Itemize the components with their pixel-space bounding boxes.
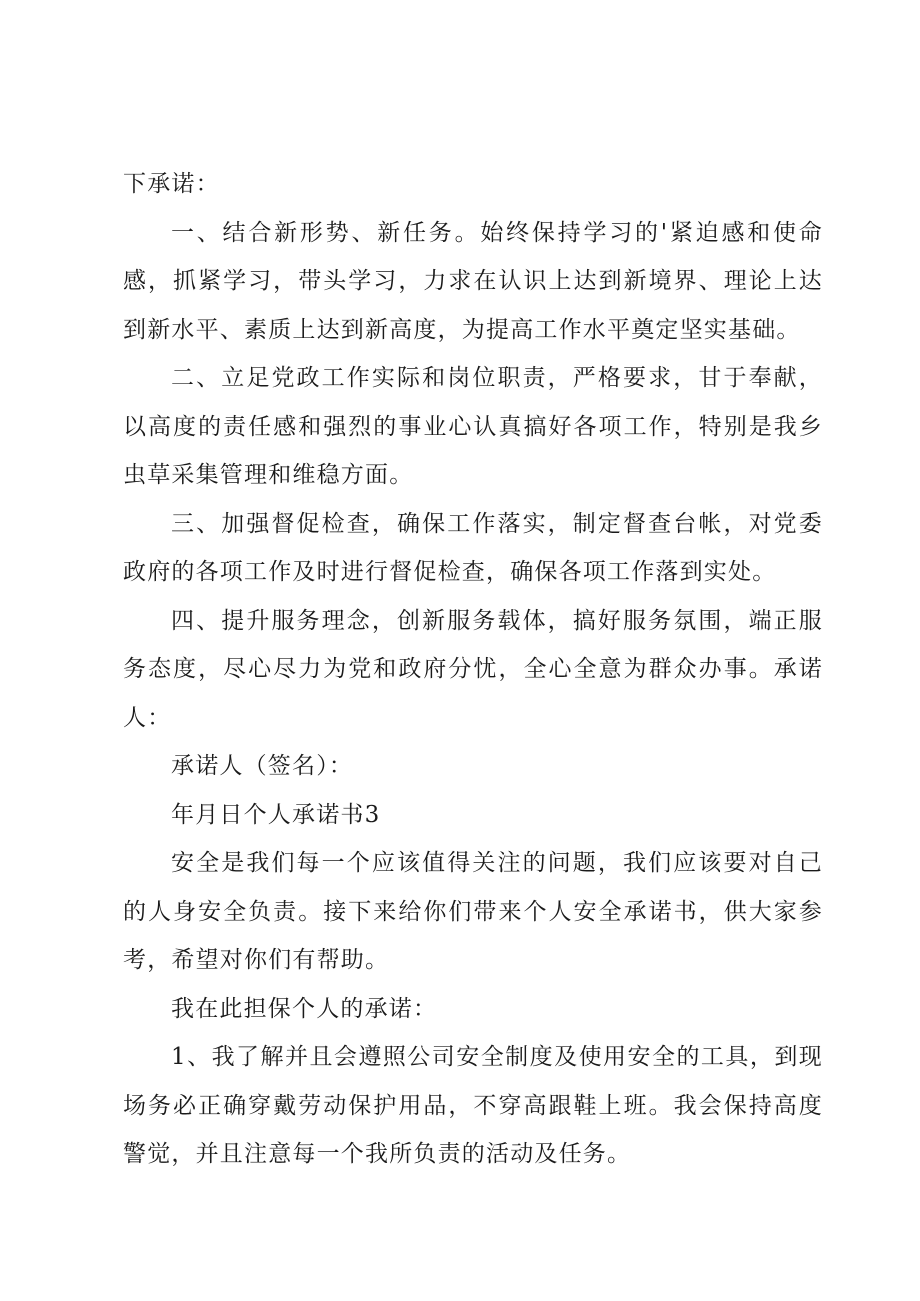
document-body: [123, 160, 823, 1179]
paragraph-item-4: 四、提升服务理念，创新服务载体，搞好服务氛围，端正服务态度，尽心尽力为党和政府分忧，全心全意为群众办事。承诺人：: [123, 607, 823, 731]
paragraph-item-3: 三、加强督促检查，确保工作落实，制定督查台帐，对党委政府的各项工作及时进行督促检查，确保各项工作落到实处。: [123, 510, 823, 585]
date-and-heading: 年月日个人承诺书3: [171, 801, 381, 828]
paragraph-intro: 下承诺：: [123, 171, 220, 197]
paragraph-item-1: 一、结合新形势、新任务。始终保持学习的'紧迫感和使命感，抓紧学习，带头学习，力求在认识上达到新境界、理论上达到新水平、素质上达到新高度，为提高工作水平奠定坚实基础。: [123, 219, 823, 343]
paragraph-item-2: 二、立足党政工作实际和岗位职责，严格要求，甘于奉献，以高度的责任感和强烈的事业心认真搞好各项工作，特别是我乡虫草采集管理和维稳方面。: [123, 365, 823, 488]
paragraph-safety-intro: 安全是我们每一个应该值得关注的问题，我们应该要对自己的人身安全负责。接下来给你们带来个人安全承诺书，供大家参考，希望对你们有帮助。: [123, 850, 823, 973]
paragraph-pledge-lead: 我在此担保个人的承诺：: [171, 995, 438, 1022]
paragraph-pledge-1: 1、我了解并且会遵照公司安全制度及使用安全的工具，到现场务必正确穿戴劳动保护用品，不穿高跟鞋上班。我会保持高度警觉，并且注意每一个我所负责的活动及任务。: [123, 1044, 823, 1167]
signature-line: 承诺人（签名）：: [171, 753, 354, 779]
